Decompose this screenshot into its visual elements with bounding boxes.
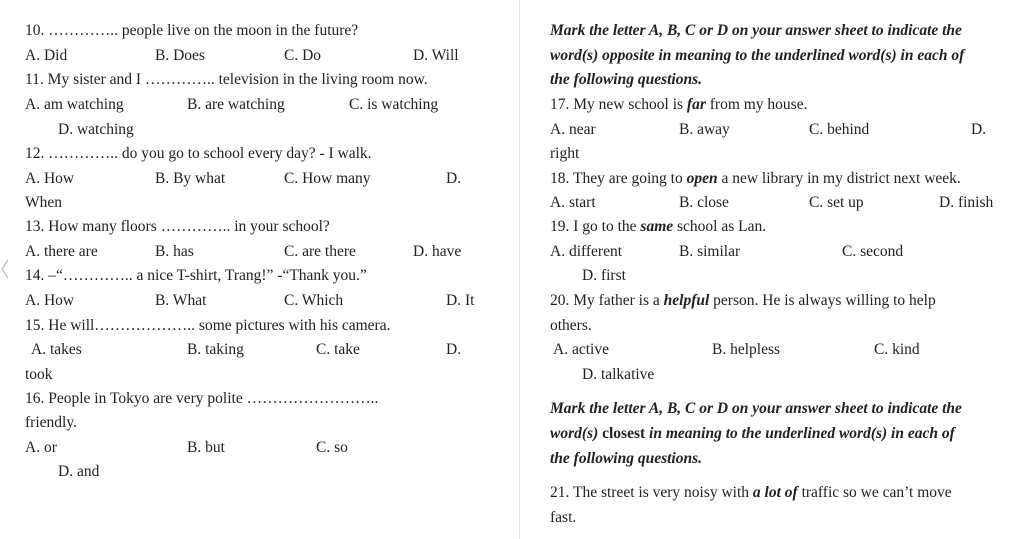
question-20-option-c: C. kind: [874, 341, 920, 358]
question-18-option-b: B. close: [679, 194, 729, 211]
question-16-option-b: B. but: [187, 439, 225, 456]
question-18-option-d: D. finish: [939, 194, 994, 211]
question-12-option-d-text: When: [25, 194, 63, 211]
question-16-option-d: D. and: [58, 463, 100, 480]
question-11-option-b: B. are watching: [187, 96, 285, 113]
question-19-keyword: same: [640, 218, 674, 235]
question-13-stem: 13. How many floors ………….. in your school?: [25, 218, 330, 235]
question-20-stem-wrap: others.: [550, 317, 592, 334]
instruction-closest-line-2: word(s) closest in meaning to the underlined word(s) in each of: [550, 425, 955, 442]
question-15-option-b: B. taking: [187, 341, 244, 358]
question-16-option-a: A. or: [25, 439, 57, 456]
question-10-option-b: B. Does: [155, 47, 205, 64]
question-19-option-a: A. different: [550, 243, 623, 260]
question-21-stem-wrap: fast.: [550, 509, 577, 526]
question-14-option-c: C. Which: [284, 292, 344, 309]
question-17-option-c: C. behind: [809, 121, 870, 138]
instruction-closest-keyword: closest: [602, 425, 646, 442]
question-18-option-c: C. set up: [809, 194, 864, 211]
question-20-keyword: helpful: [663, 292, 710, 309]
question-17-option-d-text: right: [550, 145, 580, 162]
question-11-stem: 11. My sister and I ………….. television in the living room now.: [25, 71, 428, 88]
question-16-stem: 16. People in Tokyo are very polite ……………………..: [25, 390, 379, 407]
question-20-stem: 20. My father is a helpful person. He is always willing to help: [550, 292, 936, 309]
question-21-stem: 21. The street is very noisy with a lot of traffic so we can’t move: [550, 484, 952, 501]
column-divider: [519, 0, 520, 539]
question-17-option-b: B. away: [679, 121, 730, 138]
question-10-option-c: C. Do: [284, 47, 322, 64]
question-17-stem: 17. My new school is far from my house.: [550, 96, 808, 113]
instruction-opposite-line-2: word(s) opposite in meaning to the underlined word(s) in each of: [550, 47, 965, 64]
question-17-option-d: D.: [971, 121, 987, 138]
question-15-stem: 15. He will……………….. some pictures with his camera.: [25, 317, 391, 334]
question-15-option-d-text: took: [25, 366, 53, 383]
question-15-option-d: D.: [446, 341, 462, 358]
question-10-option-d: D. Will: [413, 47, 459, 64]
question-20-option-d: D. talkative: [582, 366, 655, 383]
question-12-option-c: C. How many: [284, 170, 371, 187]
question-10-option-a: A. Did: [25, 47, 68, 64]
question-14-stem: 14. –“………….. a nice T-shirt, Trang!” -“Thank you.”: [25, 267, 367, 284]
question-15-option-c: C. take: [316, 341, 360, 358]
question-18-stem: 18. They are going to open a new library in my district next week.: [550, 170, 961, 187]
question-12-option-b: B. By what: [155, 170, 226, 187]
instruction-opposite-line-3: the following questions.: [550, 71, 703, 88]
instruction-opposite-line-1: Mark the letter A, B, C or D on your answer sheet to indicate the: [550, 22, 962, 39]
question-15-option-a: A. takes: [31, 341, 82, 358]
chevron-left-icon: [0, 258, 10, 280]
instruction-closest-line-1: Mark the letter A, B, C or D on your answer sheet to indicate the: [550, 400, 962, 417]
question-11-option-d: D. watching: [58, 121, 134, 138]
question-17-option-a: A. near: [550, 121, 596, 138]
question-12-stem: 12. ………….. do you go to school every day? - I walk.: [25, 145, 372, 162]
question-10-stem: 10. ………….. people live on the moon in the future?: [25, 22, 359, 39]
question-16-option-c: C. so: [316, 439, 348, 456]
question-16-stem-wrap: friendly.: [25, 414, 77, 431]
question-14-option-a: A. How: [25, 292, 75, 309]
question-19-option-d: D. first: [582, 267, 626, 284]
question-12-option-a: A. How: [25, 170, 75, 187]
question-11-option-c: C. is watching: [349, 96, 439, 113]
question-14-option-b: B. What: [155, 292, 207, 309]
instruction-closest-line-3: the following questions.: [550, 450, 703, 467]
question-19-stem: 19. I go to the same school as Lan.: [550, 218, 767, 235]
question-13-option-b: B. has: [155, 243, 194, 260]
question-13-option-c: C. are there: [284, 243, 356, 260]
question-12-option-d: D.: [446, 170, 462, 187]
question-13-option-d: D. have: [413, 243, 462, 260]
question-18-keyword: open: [686, 170, 718, 187]
question-11-option-a: A. am watching: [25, 96, 124, 113]
question-19-option-b: B. similar: [679, 243, 741, 260]
question-20-option-b: B. helpless: [712, 341, 781, 358]
question-18-option-a: A. start: [550, 194, 596, 211]
question-14-option-d: D. It: [446, 292, 475, 309]
question-20-option-a: A. active: [553, 341, 609, 358]
question-19-option-c: C. second: [842, 243, 904, 260]
question-17-keyword: far: [686, 96, 706, 113]
question-21-keyword: a lot of: [752, 484, 798, 501]
question-13-option-a: A. there are: [25, 243, 98, 260]
